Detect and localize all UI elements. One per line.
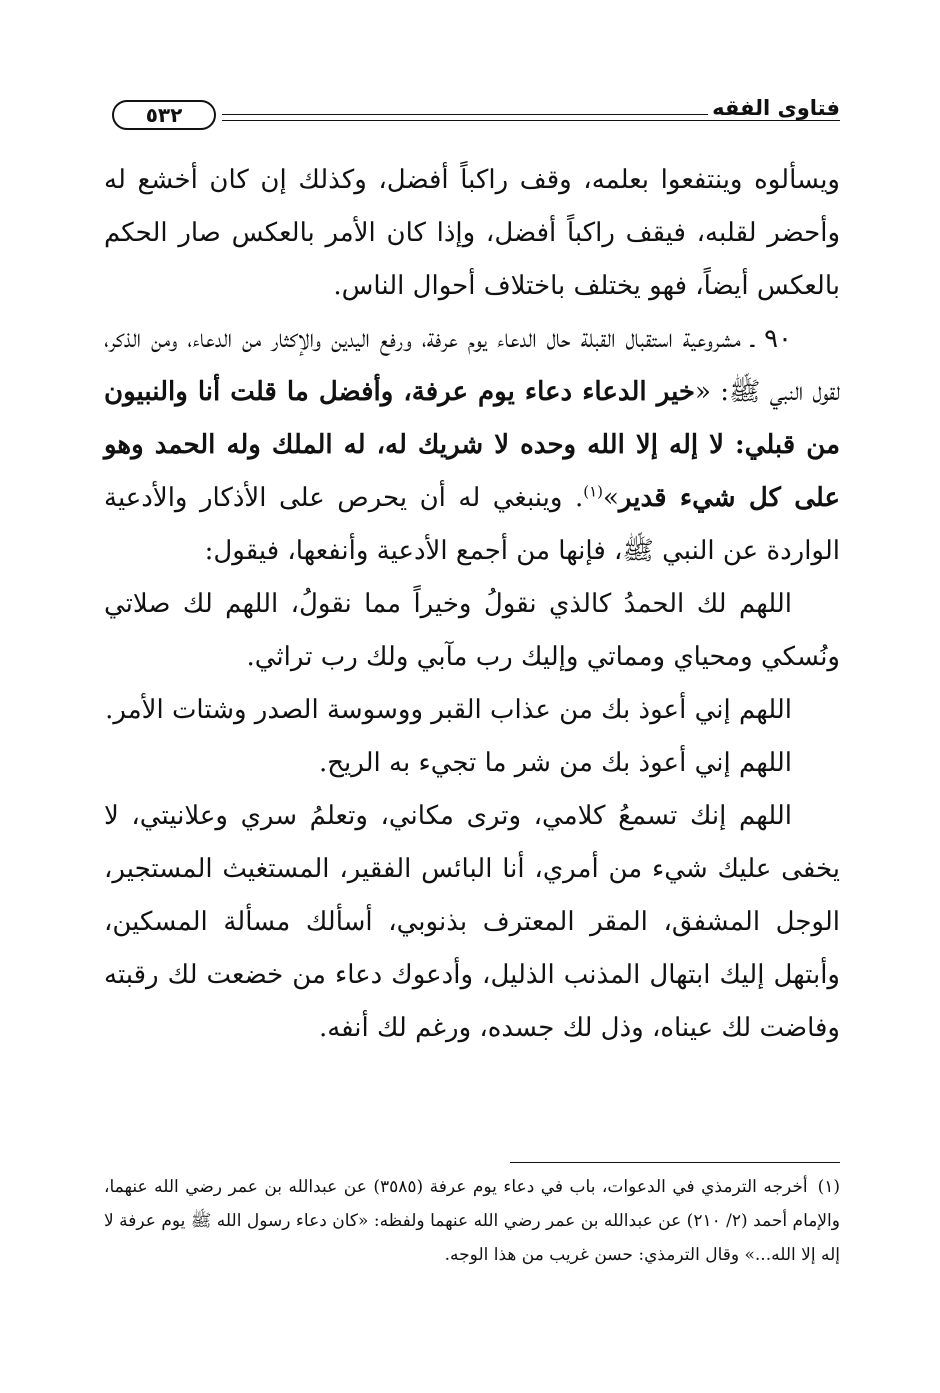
paragraph-3: اللهم لك الحمدُ كالذي نقولُ وخيراً مما نقولُ، اللهم لك صلاتي ونُسكي ومحياي ومماتي وإليك رب مآبي ولك رب تراثي. (104, 589, 840, 672)
footnote-reference: (١) (583, 482, 603, 501)
header-rule-bottom (222, 120, 840, 121)
quote-close: » (603, 483, 619, 513)
paragraph-2 (104, 313, 840, 578)
paragraph-5: اللهم إني أعوذ بك من شر ما تجيء به الريح. (318, 748, 792, 778)
paragraph-4: اللهم إني أعوذ بك من عذاب القبر ووسوسة الصدر وشتات الأمر. (105, 695, 792, 725)
footnote-number: (١) (817, 1177, 840, 1197)
page-number-badge: ٥٣٢ (112, 100, 216, 130)
page-header (112, 94, 840, 134)
footnote (104, 1170, 840, 1272)
header-rule-top (222, 114, 708, 115)
footnote-separator (510, 1162, 840, 1163)
running-title: فتاوى الفقه (712, 96, 840, 120)
paragraph-2-rest: . وينبغي له أن يحرص على الأذكار والأدعية الواردة عن النبي ﷺ، فإنها من أجمع الأدعية وأنفعها، فيقول: (104, 483, 840, 566)
paragraph-2-intro: ٩٠ ـ مشروعية استقبال القبلة حال الدعاء يوم عرفة، ورفع اليدين والإكثار من الدعاء، ومن الذكر، لقول النبي ﷺ: « (104, 324, 840, 407)
paragraph-1: ويسألوه وينتفعوا بعلمه، وقف راكباً أفضل، وكذلك إن كان أخشع له وأحضر لقلبه، فيقف راكباً أفضل، وإذا كان الأمر بالعكس صار الحكم بالعكس أيضاً، فهو يختلف باختلاف أحوال الناس. (104, 165, 840, 301)
paragraph-6: اللهم إنك تسمعُ كلامي، وترى مكاني، وتعلمُ سري وعلانيتي، لا يخفى عليك شيء من أمري، أنا البائس الفقير، المستغيث المستجير، الوجل المشفق، المقر المعترف بذنوبي، أسألك مسألة المسكين، وأبتهل إليك ابتهال المذنب الذليل، وأدعوك دعاء من خضعت لك رقبته وفاضت لك عيناه، وذل لك جسده، ورغم لك أنفه. (104, 801, 840, 1043)
main-text (104, 154, 840, 1055)
footnote-text: أخرجه الترمذي في الدعوات، باب في دعاء يوم عرفة (٣٥٨٥) عن عبدالله بن عمر رضي الله عنهما، والإمام أحمد (٢/ ٢١٠) عن عبدالله بن عمر رضي الله عنهما ولفظه: «كان دعاء رسول الله ﷺ يوم عرفة لا إله إلا الله...» وقال الترمذي: حسن غريب من هذا الوجه. (104, 1177, 840, 1265)
hadith-quote: خير الدعاء دعاء يوم عرفة، وأفضل ما قلت أنا والنبيون من قبلي: لا إله إلا الله وحده لا شريك له، له الملك وله الحمد وهو على كل شيء قدير (104, 377, 840, 513)
